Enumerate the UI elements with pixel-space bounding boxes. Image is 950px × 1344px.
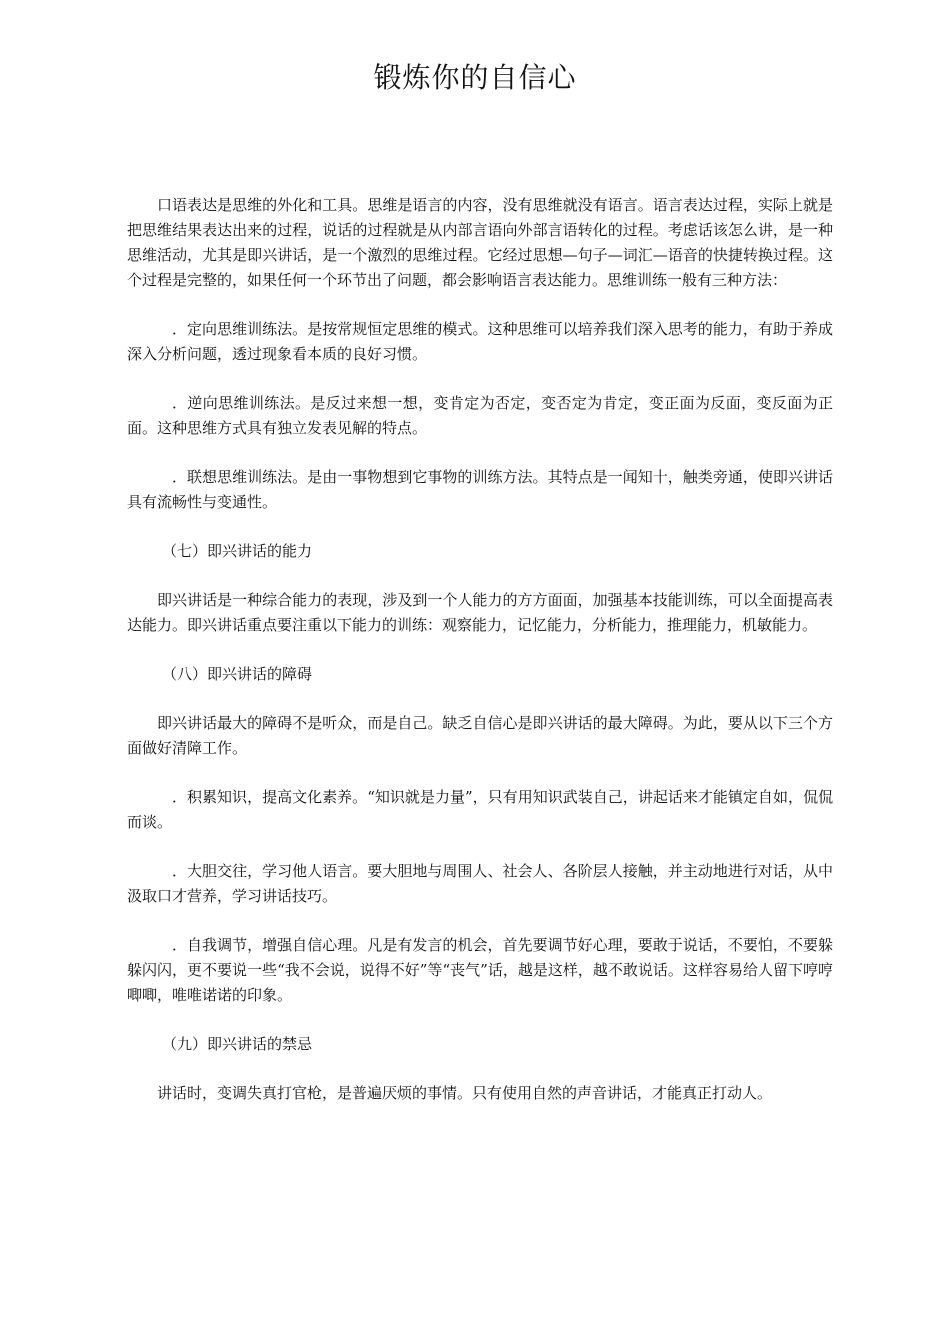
- document-title: 锻炼你的自信心: [373, 61, 577, 94]
- obstacle-item-knowledge: ．积累知识，提高文化素养。“知识就是力量”，只有用知识武装自己，讲起话来才能镇定自如，侃侃而谈。: [127, 788, 833, 831]
- section-heading-taboos: （九）即兴讲话的禁忌: [162, 1035, 313, 1053]
- section-heading-ability: （七）即兴讲话的能力: [162, 542, 313, 560]
- method-paragraph-directional: ．定向思维训练法。是按常规恒定思维的模式。这种思维可以培养我们深入思考的能力，有助于养成深入分析问题，透过现象看本质的良好习惯。: [127, 320, 833, 363]
- document-body: [127, 193, 833, 1130]
- obstacle-item-self-adjust: ．自我调节，增强自信心理。凡是有发言的机会，首先要调节好心理，要敢于说话，不要怕，不要躲躲闪闪，更不要说一些“我不会说，说得不好”等“丧气”话，越是这样，越不敢说话。这样容易给人留下哼哼唧唧，唯唯诺诺的印象。: [127, 936, 833, 1004]
- obstacles-paragraph: 即兴讲话最大的障碍不是听众，而是自己。缺乏自信心是即兴讲话的最大障碍。为此，要从以下三个方面做好清障工作。: [127, 714, 833, 757]
- method-paragraph-associative: ．联想思维训练法。是由一事物想到它事物的训练方法。其特点是一闻知十，触类旁通，使即兴讲话具有流畅性与变通性。: [127, 468, 833, 511]
- ability-paragraph: 即兴讲话是一种综合能力的表现，涉及到一个人能力的方方面面，加强基本技能训练，可以全面提高表达能力。即兴讲话重点要注重以下能力的训练：观察能力，记忆能力，分析能力，推理能力，机敏能力。: [127, 591, 833, 634]
- taboos-paragraph: 讲话时，变调失真打官枪，是普遍厌烦的事情。只有使用自然的声音讲话，才能真正打动人。: [157, 1084, 773, 1102]
- obstacle-item-social: ．大胆交往，学习他人语言。要大胆地与周围人、社会人、各阶层人接触，并主动地进行对话，从中汲取口才营养，学习讲话技巧。: [127, 862, 833, 905]
- method-paragraph-reverse: ．逆向思维训练法。是反过来想一想，变肯定为否定，变否定为肯定，变正面为反面，变反面为正面。这种思维方式具有独立发表见解的特点。: [127, 394, 833, 437]
- section-heading-obstacles: （八）即兴讲话的障碍: [162, 665, 313, 683]
- intro-paragraph: 口语表达是思维的外化和工具。思维是语言的内容，没有思维就没有语言。语言表达过程，实际上就是把思维结果表达出来的过程，说话的过程就是从内部言语向外部言语转化的过程。考虑话该怎么讲，是一种思维活动，尤其是即兴讲话，是一个激烈的思维过程。它经过思想—句子—词汇—语音的快捷转换过程。这个过程是完整的，如果任何一个环节出了问题，都会影响语言表达能力。思维训练一般有三种方法：: [127, 196, 833, 289]
